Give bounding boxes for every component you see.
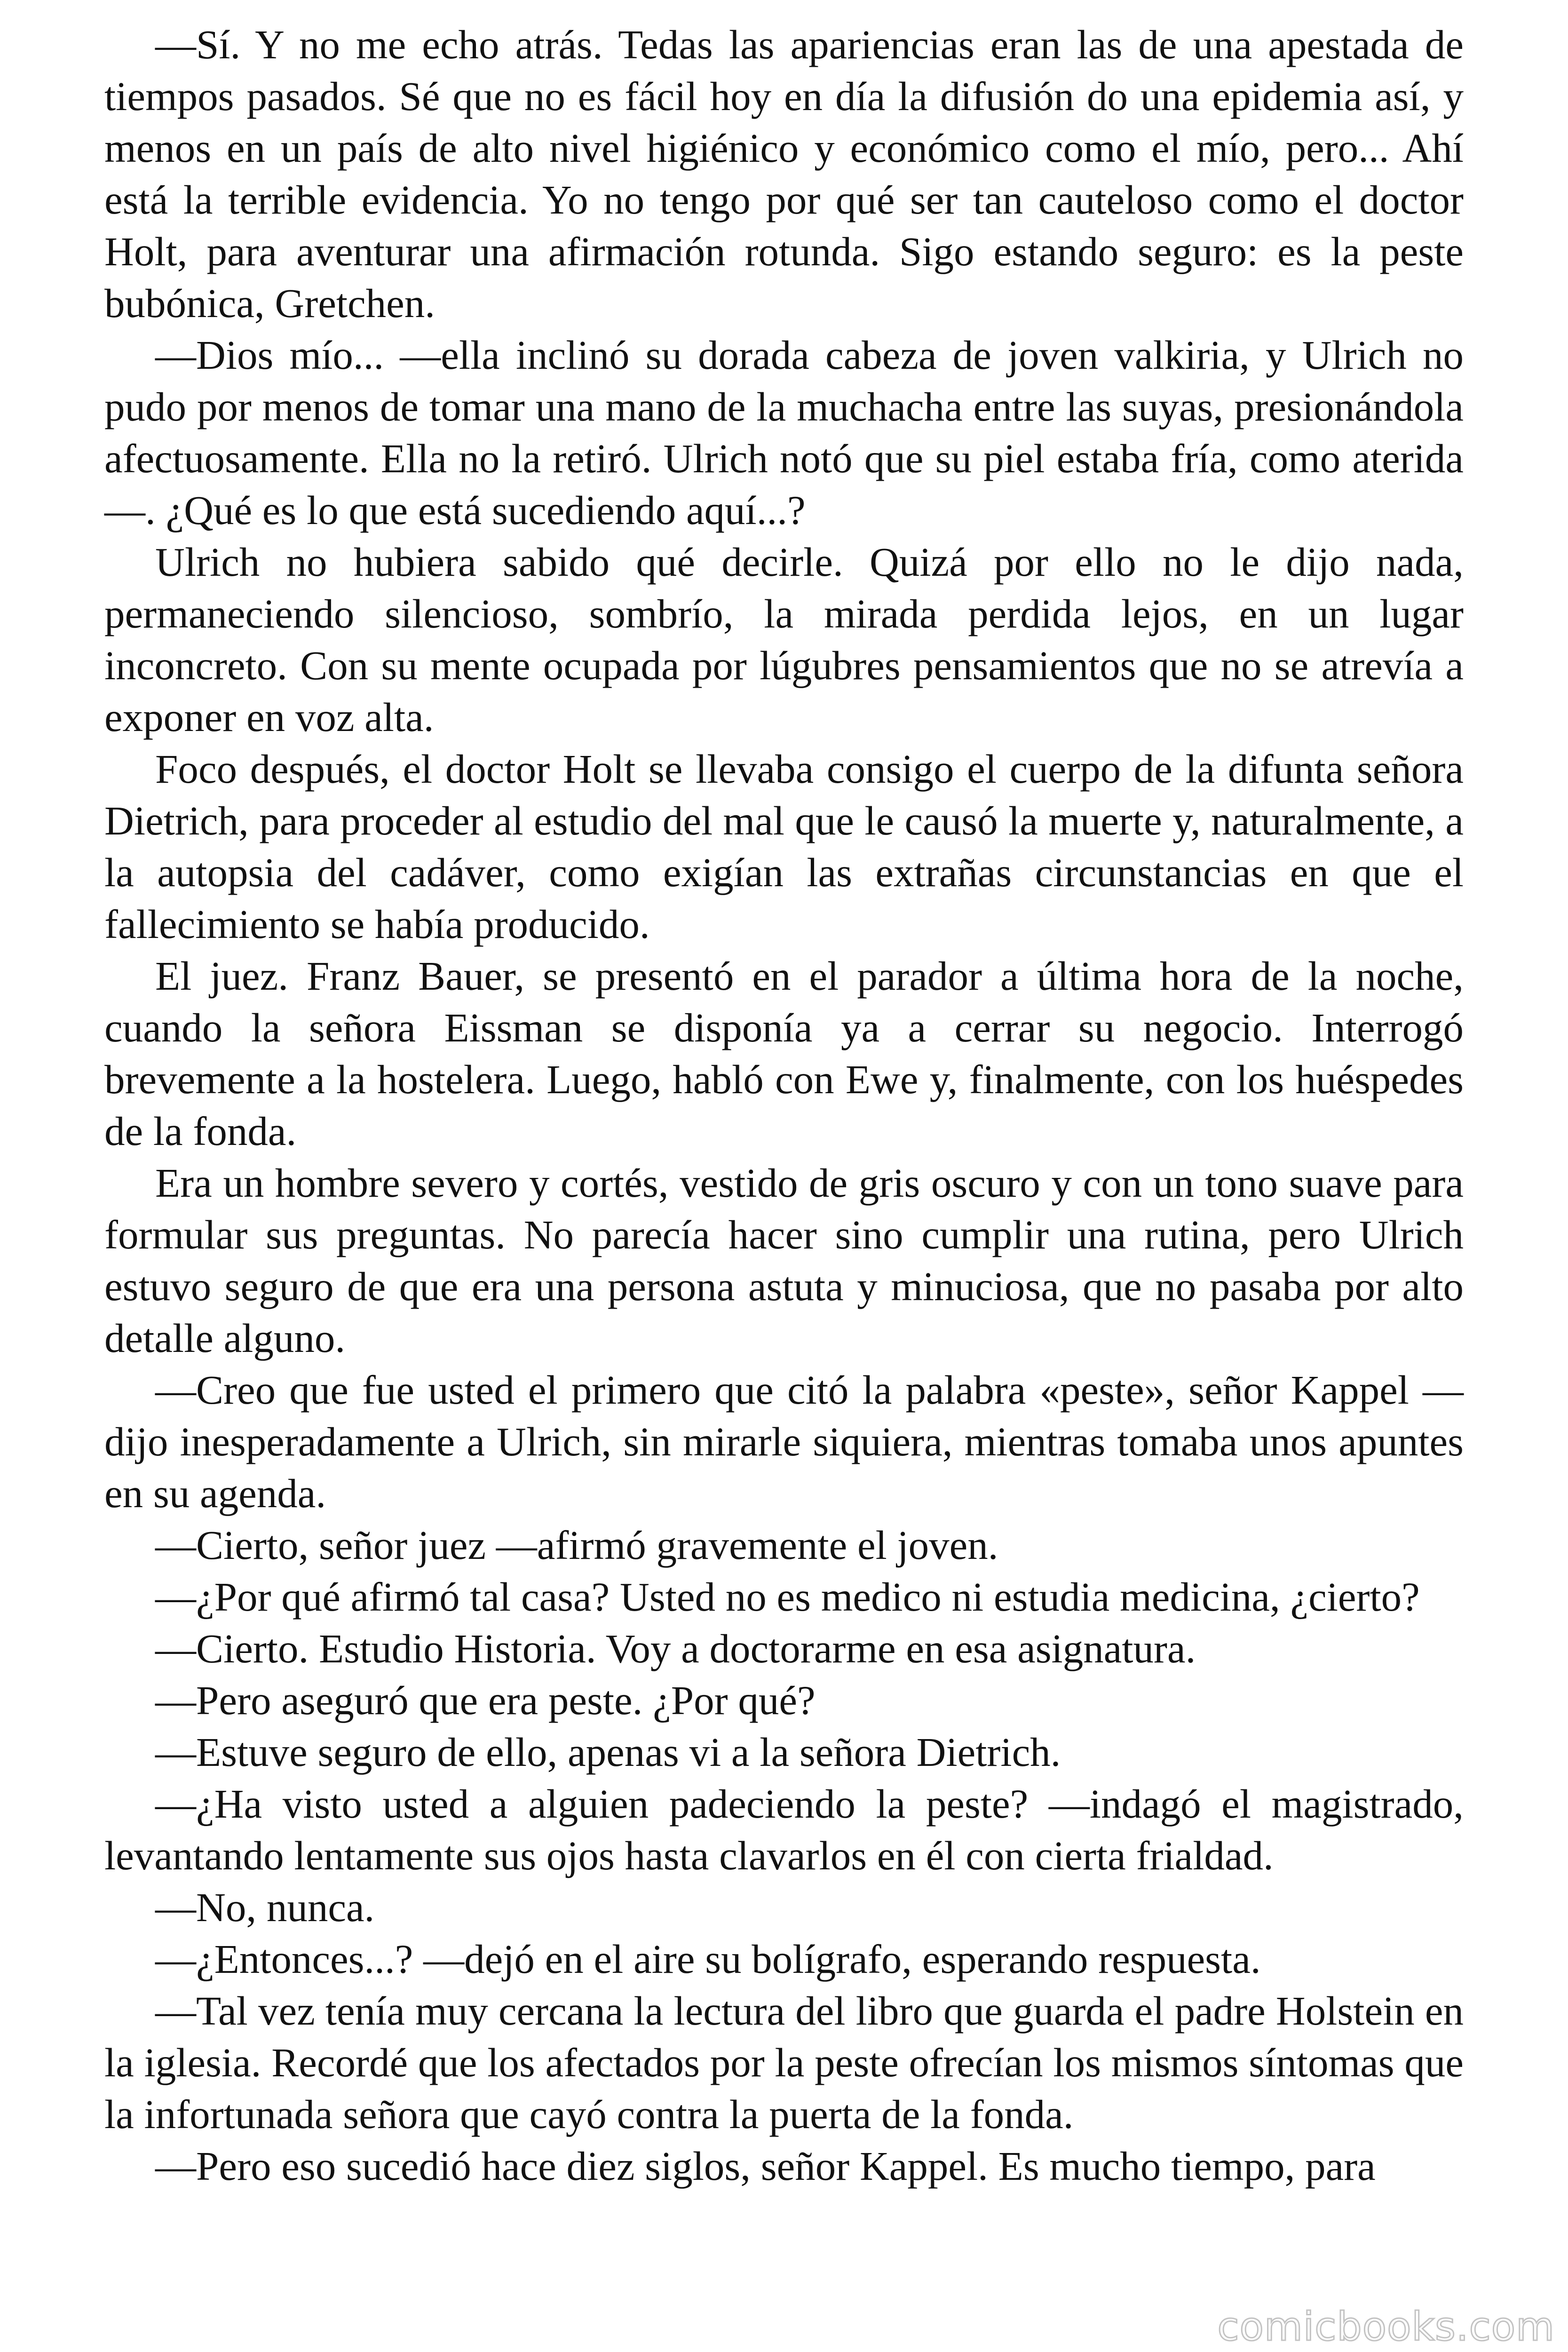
watermark: comicbooks.com (1217, 2304, 1555, 2350)
paragraph-12: —Estuve seguro de ello, apenas vi a la señora Dietrich. (155, 1729, 1061, 1775)
paragraph-16: —Tal vez tenía muy cercana la lectura del libro que guarda el padre Holstein en la iglesia. Recordé que los afectados por la peste ofrecían los mismos síntomas que la infortunada señora que cayó contra la puerta de la fonda. (104, 1988, 1464, 2137)
book-page (104, 19, 1464, 2324)
paragraph-5: El juez. Franz Bauer, se presentó en el parador a última hora de la noche, cuando la señora Eissman se disponía ya a cerrar su negocio. Interrogó brevemente a la hostelera. Luego, habló con Ewe y, finalmente, con los huéspedes de la fonda. (104, 953, 1464, 1154)
paragraph-3: Ulrich no hubiera sabido qué decirle. Quizá por ello no le dijo nada, permaneciendo silencioso, sombrío, la mirada perdida lejos, en un lugar inconcreto. Con su mente ocupada por lúgubres pensamientos que no se atrevía a exponer en voz alta. (104, 539, 1464, 740)
paragraph-13: —¿Ha visto usted a alguien padeciendo la peste? —indagó el magistrado, levantando lentamente sus ojos hasta clavarlos en él con cierta frialdad. (104, 1781, 1464, 1878)
paragraph-17: —Pero eso sucedió hace diez siglos, señor Kappel. Es mucho tiempo, para (155, 2143, 1376, 2189)
paragraph-4: Foco después, el doctor Holt se llevaba consigo el cuerpo de la difunta señora Dietrich, para proceder al estudio del mal que le causó la muerte y, naturalmente, a la autopsia del cadáver, como exigían las extrañas circunstancias en que el fallecimiento se había producido. (104, 746, 1464, 947)
paragraph-7: —Creo que fue usted el primero que citó la palabra «peste», señor Kappel —dijo inesperadamente a Ulrich, sin mirarle siquiera, mientras tomaba unos apuntes en su agenda. (104, 1367, 1464, 1516)
paragraph-9: —¿Por qué afirmó tal casa? Usted no es medico ni estudia medicina, ¿cierto? (155, 1574, 1420, 1620)
paragraph-1: —Sí. Y no me echo atrás. Tedas las apariencias eran las de una apestada de tiempos pasados. Sé que no es fácil hoy en día la difusión do una epidemia así, y menos en un país de alto nivel higiénico y económico como el mío, pero... Ahí está la terrible evidencia. Yo no tengo por qué ser tan cauteloso como el doctor Holt, para aventurar una afirmación rotunda. Sigo estando seguro: es la peste bubónica, Gretchen. (104, 22, 1464, 326)
paragraph-6: Era un hombre severo y cortés, vestido de gris oscuro y con un tono suave para formular sus preguntas. No parecía hacer sino cumplir una rutina, pero Ulrich estuvo seguro de que era una persona astuta y minuciosa, que no pasaba por alto detalle alguno. (104, 1160, 1464, 1361)
paragraph-10: —Cierto. Estudio Historia. Voy a doctorarme en esa asignatura. (155, 1626, 1196, 1671)
paragraph-11: —Pero aseguró que era peste. ¿Por qué? (155, 1677, 816, 1723)
paragraph-15: —¿Entonces...? —dejó en el aire su bolígrafo, esperando respuesta. (155, 1936, 1261, 1982)
paragraph-8: —Cierto, señor juez —afirmó gravemente el joven. (155, 1522, 998, 1568)
paragraph-2: —Dios mío... —ella inclinó su dorada cabeza de joven valkiria, y Ulrich no pudo por menos de tomar una mano de la muchacha entre las suyas, presionándola afectuosamente. Ella no la retiró. Ulrich notó que su piel estaba fría, como aterida—. ¿Qué es lo que está sucediendo aquí...? (104, 332, 1464, 533)
paragraph-14: —No, nunca. (155, 1884, 375, 1930)
